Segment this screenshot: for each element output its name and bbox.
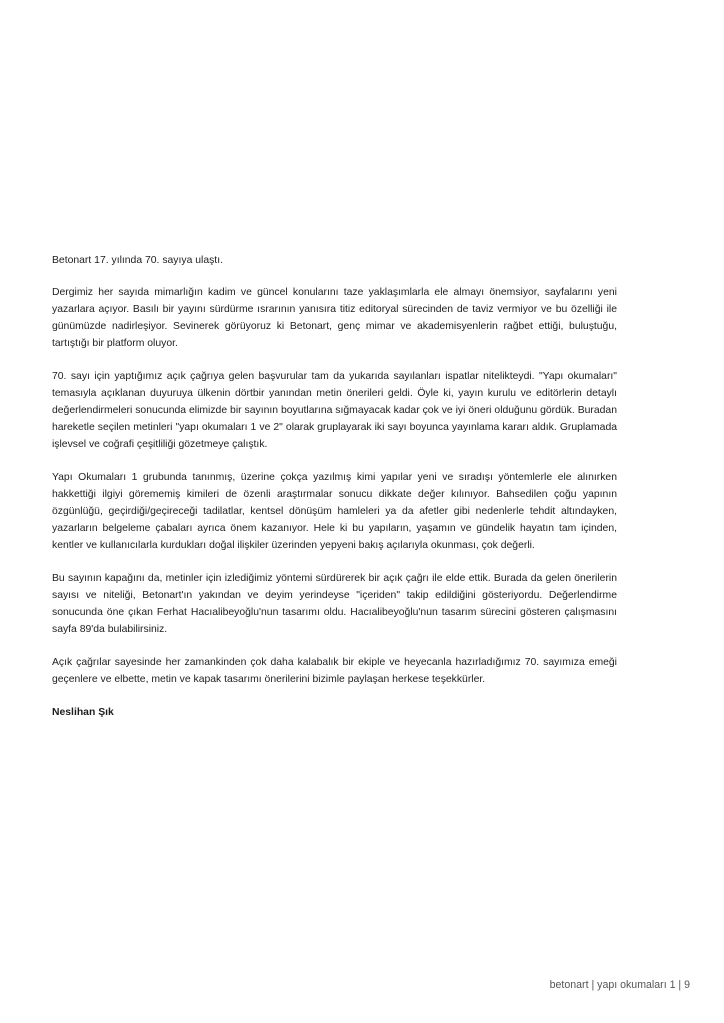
paragraph-open-call: 70. sayı için yaptığımız açık çağrıya gelen başvurular tam da yukarıda sayılanları ispatlar nitelikteydi. "Yapı okumaları" temasıyla açıklanan duyuruya ülkenin dörtbir yanından metin önerileri geldi. Öyle ki, yayın kurulu ve editörlerin detaylı değerlendirmeleri sonucunda elimizde bir sayının boyutlarına sığmayacak kadar çok ve iyi öneri olduğunu gördük. Buradan hareketle seçilen metinleri "yapı okumaları 1 ve 2" olarak gruplayarak iki sayı boyunca yayınlama kararı aldık. Gruplamada işlevsel ve coğrafi çeşitliliği gözetmeye çalıştık. bbox=[52, 371, 617, 450]
author-signature: Neslihan Şık bbox=[52, 707, 114, 718]
paragraph-magazine: Dergimiz her sayıda mimarlığın kadim ve güncel konularını taze yaklaşımlarla ele almayı önemsiyor, sayfalarını yeni yazarlara açıyor. Basılı bir yayını sürdürme ısrarının yanısıra titiz editoryal sürecinden de taviz vermiyor ve bu özelliği ile günümüzde nadirleşiyor. Sevinerek görüyoruz ki Betonart, genç mimar ve akademisyenlerin rağbet ettiği, buluştuğu, tartıştığı bir platform oluyor. bbox=[52, 287, 617, 349]
paragraph-intro: Betonart 17. yılında 70. sayıya ulaştı. bbox=[52, 255, 223, 266]
paragraph-cover: Bu sayının kapağını da, metinler için izlediğimiz yöntemi sürdürerek bir açık çağrı ile elde ettik. Burada da gelen önerilerin sayısı ve niteliği, Betonart'ın yakından ve deyim yerindeyse "içeriden" takip edildiğini gösteriyordu. Değerlendirme sonucunda öne çıkan Ferhat Hacıalibeyoğlu'nun tasarımı oldu. Hacıalibeyoğlu'nun tasarım sürecini gösteren çalışmasını sayfa 89'da bulabilirsiniz. bbox=[52, 573, 617, 635]
page-footer: betonart | yapı okumaları 1 | 9 bbox=[549, 979, 690, 991]
paragraph-thanks: Açık çağrılar sayesinde her zamankinden çok daha kalabalık bir ekiple ve heyecanla hazırladığımız 70. sayımıza emeği geçenlere ve elbette, metin ve kapak tasarımı önerilerini bizimle paylaşan herkese teşekkürler. bbox=[52, 657, 617, 685]
editorial-article bbox=[52, 252, 617, 721]
paragraph-building-readings: Yapı Okumaları 1 grubunda tanınmış, üzerine çokça yazılmış kimi yapılar yeni ve sıradışı yöntemlerle ele alınırken hakkettiği ilgiyi görememiş kimileri de özenli araştırmalar sonucu dikkate değer kılınıyor. Bahsedilen çoğu yapının özgünlüğü, geçirdiği/geçireceği tadilatlar, kentsel dönüşüm hamleleri ya da afetler gibi nedenlerle tehdit altındayken, yazarların belgeleme çabaları ayrıca önem kazanıyor. Hele ki bu yapıların, yaşamın ve gündelik hayatın tam içinden, kentler ve kullanıcılarla kurdukları doğal ilişkiler üzerinden yepyeni bakış açılarıyla okunması, çok değerli. bbox=[52, 472, 617, 551]
